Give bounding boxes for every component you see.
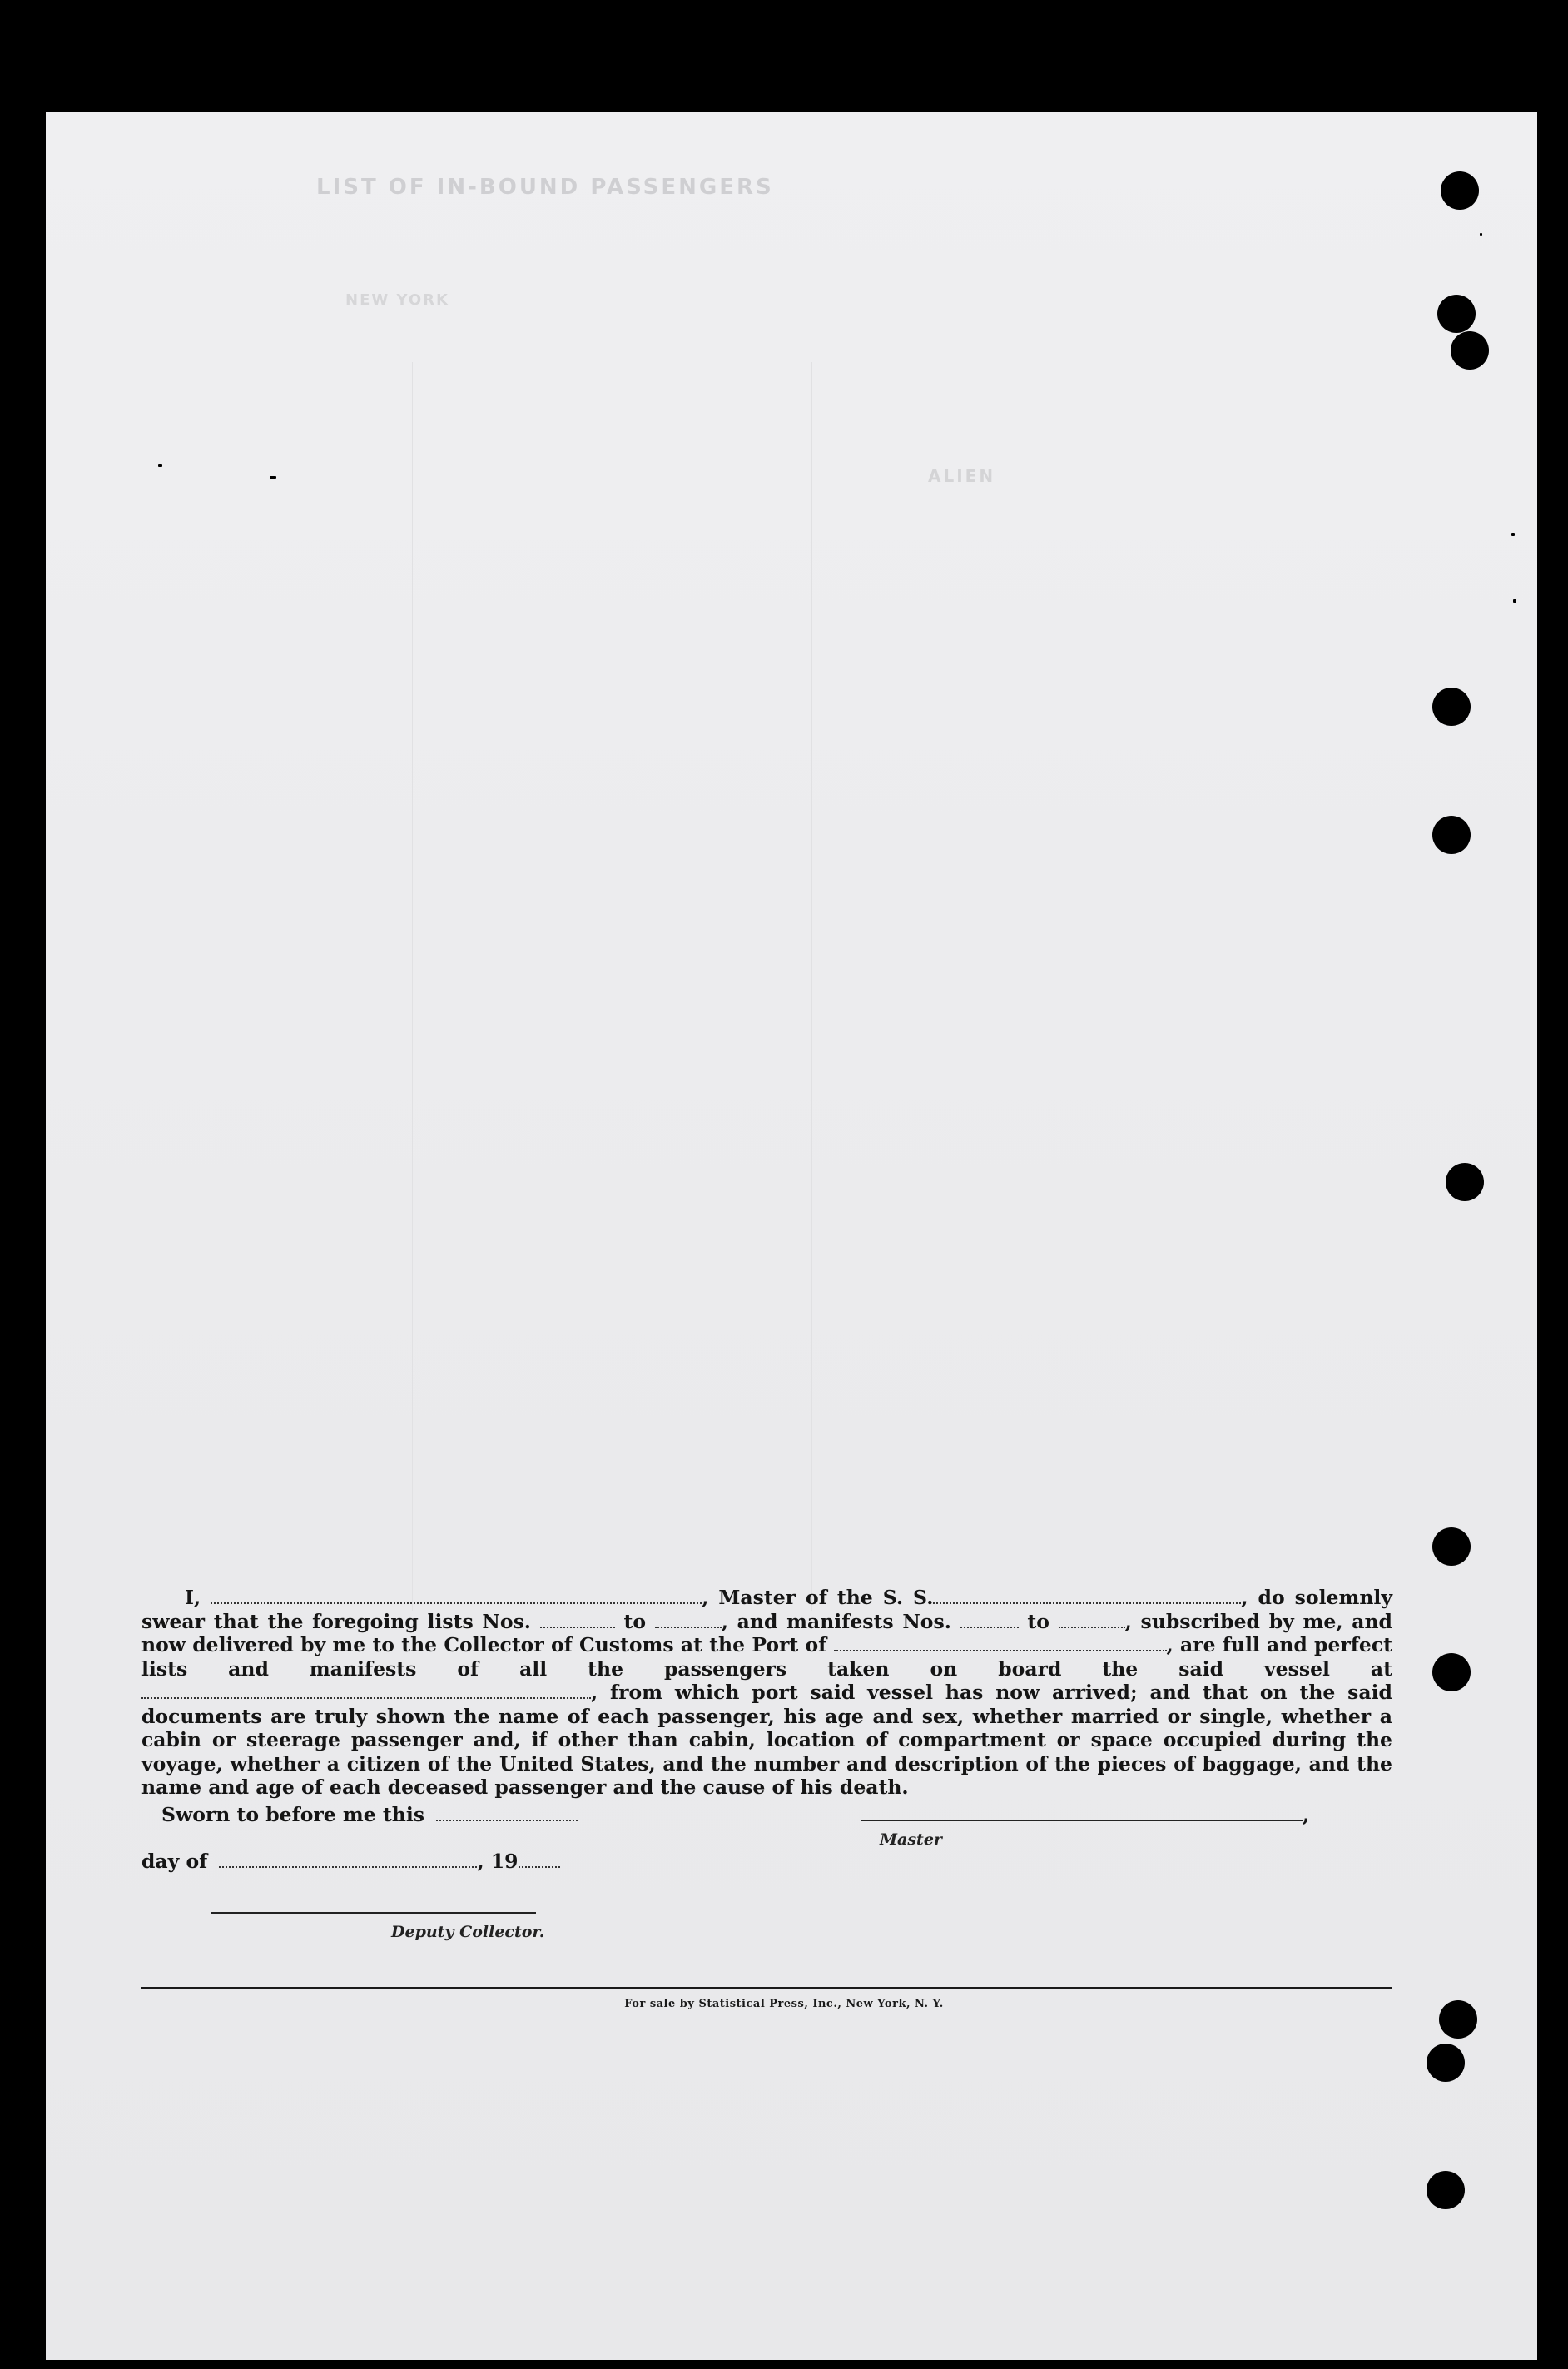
oath-text: , and manifests Nos. (721, 1609, 951, 1633)
oath-text: , subscribed by me, and now delivered by me to the Collector of Customs at the Port of (141, 1609, 1392, 1656)
oath-text: I, (185, 1586, 201, 1609)
scan-speck (270, 476, 276, 479)
bleed-column-line (811, 362, 812, 1611)
year-field[interactable] (519, 1851, 560, 1868)
port-field[interactable] (834, 1635, 1167, 1651)
master-oath (141, 1586, 1392, 1800)
day-of-row (141, 1850, 1392, 1873)
footer-rule (141, 1987, 1392, 1989)
master-label: Master (880, 1830, 942, 1849)
deputy-label-row (141, 1919, 1392, 1942)
punch-hole (1427, 2171, 1465, 2209)
document-page (46, 112, 1537, 2360)
oath-paragraph (141, 1586, 1392, 1800)
year-prefix: , 19 (477, 1850, 519, 1873)
punch-hole (1432, 816, 1471, 854)
punch-hole (1432, 688, 1471, 726)
master-signature-field[interactable] (861, 1805, 1303, 1821)
scan-speck (424, 21, 438, 37)
manifests-to-field[interactable] (1059, 1612, 1125, 1628)
day-month-field[interactable] (219, 1851, 477, 1868)
lists-from-field[interactable] (540, 1612, 615, 1628)
deputy-collector-label: Deputy Collector. (391, 1923, 545, 1941)
lists-to-field[interactable] (655, 1612, 722, 1628)
punch-hole (1441, 171, 1479, 210)
embarkation-port-field[interactable] (141, 1682, 591, 1699)
punch-hole (1432, 1653, 1471, 1691)
deputy-signature-field[interactable] (211, 1902, 536, 1914)
master-name-field[interactable] (211, 1587, 702, 1604)
punch-hole (1446, 1163, 1484, 1201)
manifests-from-field[interactable] (960, 1612, 1019, 1628)
oath-text: , do solemnly swear that the foregoing lists Nos. (141, 1586, 1392, 1633)
sworn-date-field[interactable] (436, 1805, 578, 1821)
oath-text: , from which port said vessel has now arrived; and that on the said documents are truly shown the name of each passenger, his age and sex, whether married or single, whether a cabin or steerage passenger and, if other than cabin, location of compartment or space occupied during the voyage, whether a citizen of the United States, and the number and description of the pieces of baggage, and the name and age of each deceased passenger and the cause of his death. (141, 1681, 1392, 1799)
scan-speck (158, 464, 162, 467)
bleed-through-line: NEW YORK (345, 291, 449, 309)
punch-hole (1427, 2044, 1465, 2082)
scan-speck (1480, 233, 1482, 236)
master-signature-row: , Master (861, 1803, 1392, 1850)
scan-speck (1511, 533, 1515, 536)
bleed-through-title: LIST OF IN-BOUND PASSENGERS (316, 175, 774, 200)
sworn-row (141, 1803, 1392, 1849)
ship-name-field[interactable] (933, 1587, 1241, 1604)
punch-hole (1437, 295, 1476, 333)
oath-text: to (1027, 1609, 1049, 1633)
printer-imprint: For sale by Statistical Press, Inc., New York, N. Y. (624, 1998, 944, 2010)
punch-hole (1432, 1527, 1471, 1566)
oath-text: , Master of the S. S. (702, 1586, 934, 1609)
deputy-row (141, 1902, 1392, 1914)
scan-speck (1513, 599, 1516, 603)
bleed-through-stamp: ALIEN (928, 466, 996, 486)
sworn-label: Sworn to before me this (161, 1803, 425, 1826)
bleed-column-line (412, 362, 413, 1611)
day-of-label: day of (141, 1850, 208, 1873)
oath-text: to (623, 1609, 646, 1633)
punch-hole (1451, 331, 1489, 370)
oath-text: , are full and perfect lists and manifests of all the passengers taken on board the said vessel at (141, 1633, 1393, 1681)
